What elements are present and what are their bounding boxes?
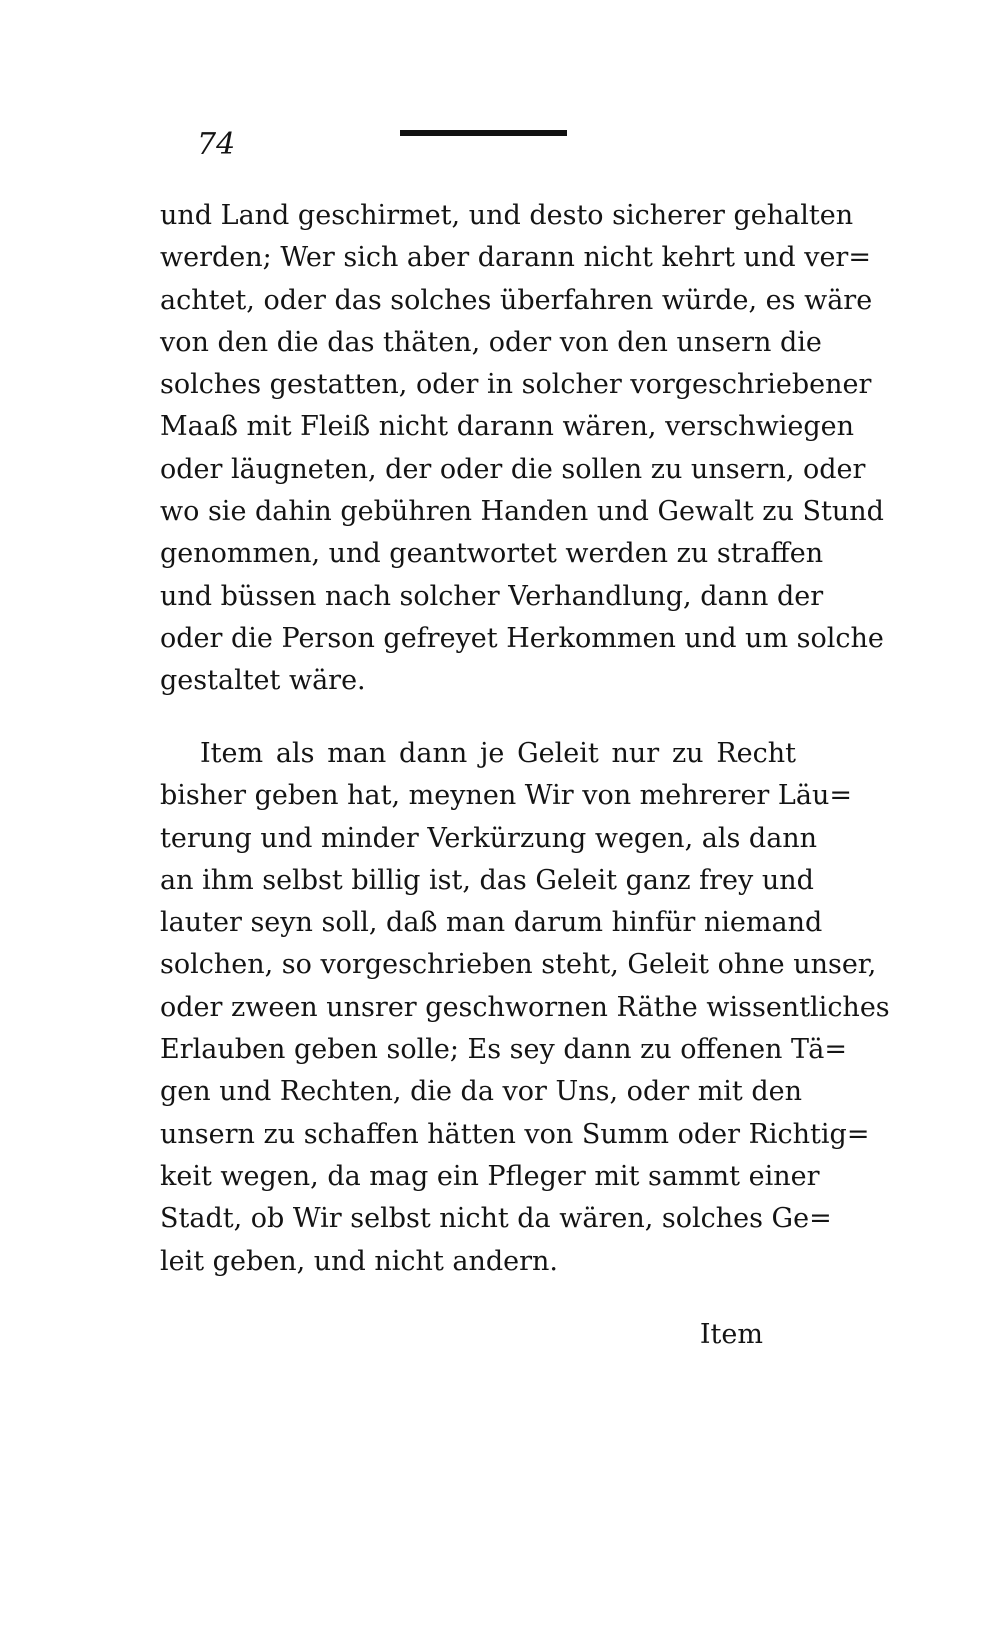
text-line: und büssen nach solcher Verhandlung, dann der [160,580,824,612]
header-rule [400,130,567,136]
text-line: bisher geben hat, meynen Wir von mehrerer Läu= [160,780,852,812]
text-line: keit wegen, da mag ein Pfleger mit sammt einer [160,1160,820,1192]
text-line: oder die Person gefreyet Herkommen und um solche [160,622,884,654]
page-number: 74 [197,127,236,162]
text-line: werden; Wer sich aber darann nicht kehrt und ver= [160,242,871,274]
text-line: an ihm selbst billig ist, das Geleit ganz frey und [160,864,814,896]
text-line: solchen, so vorgeschrieben steht, Geleit ohne unser, [160,949,877,981]
text-line: lauter seyn soll, daß man darum hinfür niemand [160,907,823,939]
text-line: terung und minder Verkürzung wegen, als dann [160,822,818,854]
text-line: und Land geschirmet, und desto sicherer gehalten [160,200,854,231]
text-line: von den die das thäten, oder von den unsern die [160,326,822,358]
text-line: unsern zu schaffen hätten von Summ oder Richtig= [160,1118,870,1150]
catchword: Item [699,1319,763,1350]
text-line: wo sie dahin gebühren Handen und Gewalt zu Stund [160,496,884,528]
text-line: Erlauben geben solle; Es sey dann zu offenen Tä= [160,1034,847,1066]
text-line: gen und Rechten, die da vor Uns, oder mit den [160,1076,803,1108]
text-line: Item als man dann je Geleit nur zu Recht [200,738,796,769]
text-line: oder läugneten, der oder die sollen zu unsern, oder [160,453,866,485]
text-line: achtet, oder das solches überfahren würde, es wäre [160,284,873,316]
text-line: solches gestatten, oder in solcher vorgeschriebener [160,369,872,401]
paragraph [160,733,890,1283]
paragraph [160,195,884,703]
text-line: genommen, und geantwortet werden zu straffen [160,538,824,570]
text-line: gestaltet wäre. [160,665,366,697]
text-line: leit geben, und nicht andern. [160,1245,558,1277]
text-line: oder zween unsrer geschwornen Räthe wissentliches [160,991,890,1023]
text-line: Maaß mit Fleiß nicht darann wären, verschwiegen [160,411,854,443]
text-line: Stadt, ob Wir selbst nicht da wären, solches Ge= [160,1203,832,1235]
